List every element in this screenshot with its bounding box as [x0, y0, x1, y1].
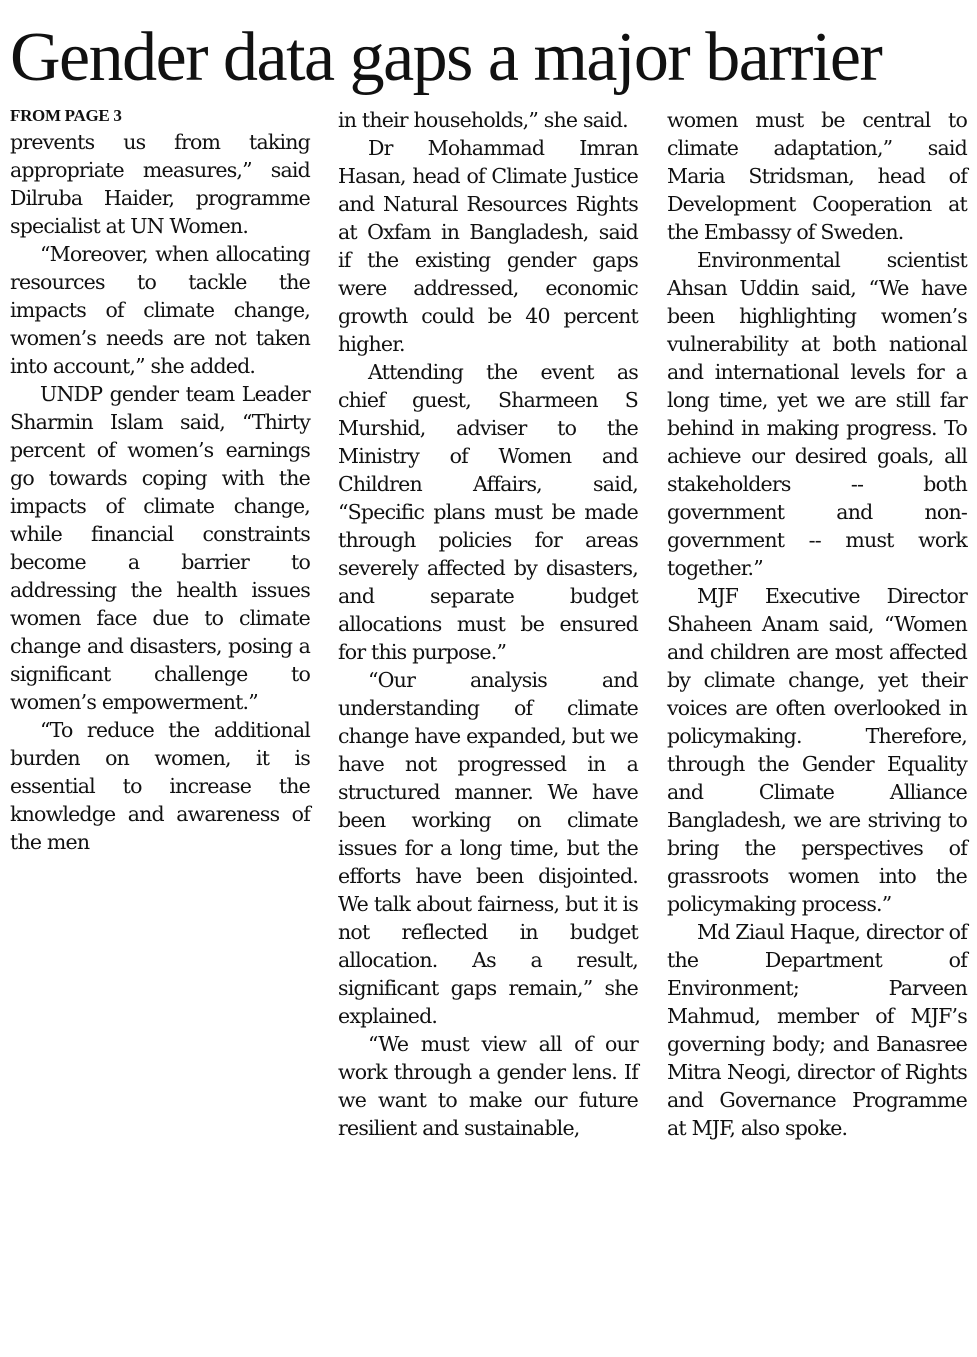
article-paragraph: in their households,” she said.: [338, 108, 628, 132]
article-paragraph: “Our analysis and understanding of climate change have expanded, but we have not progressed in a structured manner. We have been working on climate issues for a long time, but the efforts have been disjointed. We talk about fairness, but it is not reflected in budget allocation. As a result, significant gaps remain,” she explained.: [338, 668, 638, 1028]
article-column-3: [667, 106, 967, 1142]
article-paragraph: women must be central to climate adaptation,” said Maria Stridsman, head of Development Cooperation at the Embassy of Sweden.: [667, 108, 967, 244]
article-column-1: [10, 106, 310, 856]
continuation-kicker: FROM PAGE 3: [10, 106, 122, 125]
article-paragraph: MJF Executive Director Shaheen Anam said, “Women and children are most affected by climate change, yet their voices are often overlooked in policymaking. Therefore, through the Gender Equality and Climate Alliance Bangladesh, we are striving to bring the perspectives of grassroots women into the policymaking process.”: [667, 584, 967, 916]
headline: Gender data gaps a major barrier: [10, 19, 882, 96]
article-paragraph: “To reduce the additional burden on women, it is essential to increase the knowledge and awareness of the men: [10, 718, 310, 854]
article-paragraph: prevents us from taking appropriate measures,” said Dilruba Haider, programme specialist at UN Women.: [10, 130, 310, 238]
article-paragraph: “Moreover, when allocating resources to tackle the impacts of climate change, women’s needs are not taken into account,” she added.: [10, 242, 310, 378]
article-paragraph: Dr Mohammad Imran Hasan, head of Climate Justice and Natural Resources Rights at Oxfam in Bangladesh, said if the existing gender gaps were addressed, economic growth could be 40 percent higher.: [338, 136, 638, 356]
article-column-2: [338, 106, 638, 1142]
article-paragraph: Environmental scientist Ahsan Uddin said, “We have been highlighting women’s vulnerability at both national and international levels for a long time, yet we are still far behind in making progress. To achieve our desired goals, all stakeholders -- both government and non-government -- must work together.”: [667, 248, 967, 580]
article-paragraph: UNDP gender team Leader Sharmin Islam said, “Thirty percent of women’s earnings go towards coping with the impacts of climate change, while financial constraints become a barrier to addressing the health issues women face due to climate change and disasters, posing a significant challenge to women’s empowerment.”: [10, 382, 310, 714]
article-paragraph: “We must view all of our work through a gender lens. If we want to make our future resilient and sustainable,: [338, 1032, 638, 1140]
article-paragraph: Md Ziaul Haque, director of the Department of Environment; Parveen Mahmud, member of MJF’s governing body; and Banasree Mitra Neogi, director of Rights and Governance Programme at MJF, also spoke.: [667, 920, 967, 1140]
article-paragraph: Attending the event as chief guest, Sharmeen S Murshid, adviser to the Ministry of Women and Children Affairs, said, “Specific plans must be made through policies for areas severely affected by disasters, and separate budget allocations must be ensured for this purpose.”: [338, 360, 638, 664]
